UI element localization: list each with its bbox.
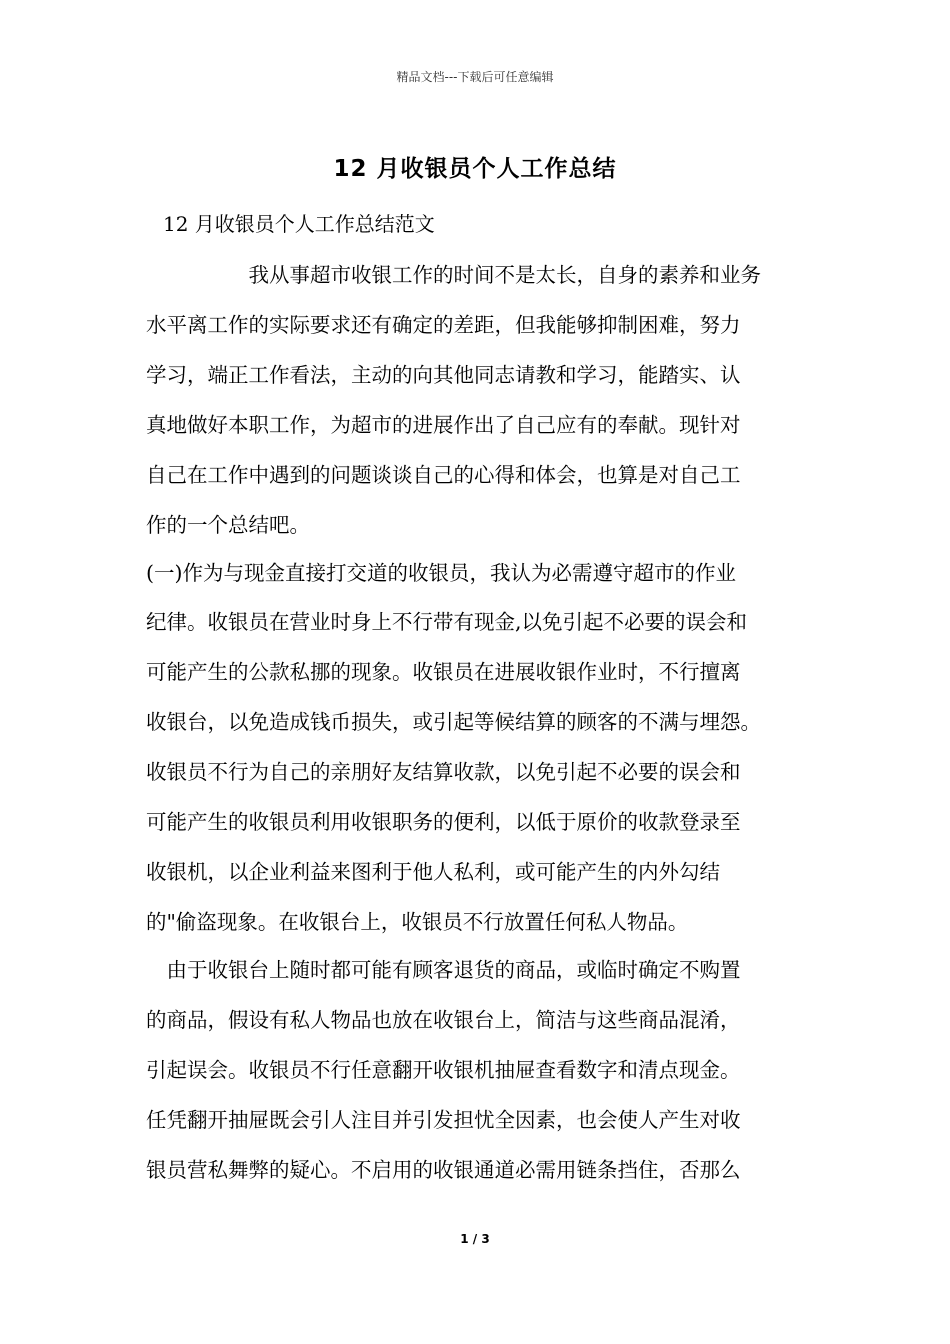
body-line: 收银员不行为自己的亲朋好友结算收款，以免引起不必要的误会和 — [146, 760, 741, 784]
body-line: 真地做好本职工作，为超市的进展作出了自己应有的奉献。现针对 — [146, 413, 741, 437]
body-line: 银员营私舞弊的疑心。不启用的收银通道必需用链条挡住，否那么 — [146, 1158, 741, 1182]
body-line: 的商品，假设有私人物品也放在收银台上，简洁与这些商品混淆， — [146, 1008, 741, 1032]
header-note: 精品文档---下载后可任意编辑 — [396, 70, 554, 84]
body-line: 可能产生的收银员利用收银职务的便利，以低于原价的收款登录至 — [146, 810, 741, 834]
body-line: 收银机，以企业利益来图利于他人私利，或可能产生的内外勾结 — [146, 860, 720, 884]
body-line: 纪律。收银员在营业时身上不行带有现金,以免引起不必要的误会和 — [146, 610, 748, 634]
body-line: (一)作为与现金直接打交道的收银员，我认为必需遵守超市的作业 — [146, 561, 736, 585]
body-line: 作的一个总结吧。 — [146, 513, 310, 537]
body-line: 我从事超市收银工作的时间不是太长，自身的素养和业务 — [146, 263, 761, 287]
body-line: 学习，端正工作看法，主动的向其他同志请教和学习，能踏实、认 — [146, 363, 741, 387]
body-line: 任凭翻开抽屉既会引人注目并引发担忧全因素，也会使人产生对收 — [146, 1108, 741, 1132]
body-line: 引起误会。收银员不行任意翻开收银机抽屉查看数字和清点现金。 — [146, 1058, 741, 1082]
body-line: 可能产生的公款私挪的现象。收银员在进展收银作业时，不行擅离 — [146, 660, 741, 684]
document-title: 12 月收银员个人工作总结 — [333, 156, 617, 182]
body-line: 收银台，以免造成钱币损失，或引起等候结算的顾客的不满与埋怨。 — [146, 710, 761, 734]
body-line: 自己在工作中遇到的问题谈谈自己的心得和体会，也算是对自己工 — [146, 463, 741, 487]
body-line: 由于收银台上随时都可能有顾客退货的商品，或临时确定不购置 — [146, 958, 741, 982]
document-subtitle: 12 月收银员个人工作总结范文 — [163, 212, 435, 236]
body-line: 的"偷盗现象。在收银台上，收银员不行放置任何私人物品。 — [146, 910, 689, 934]
page-number: 1 / 3 — [460, 1232, 490, 1246]
body-line: 水平离工作的实际要求还有确定的差距，但我能够抑制困难，努力 — [146, 313, 741, 337]
